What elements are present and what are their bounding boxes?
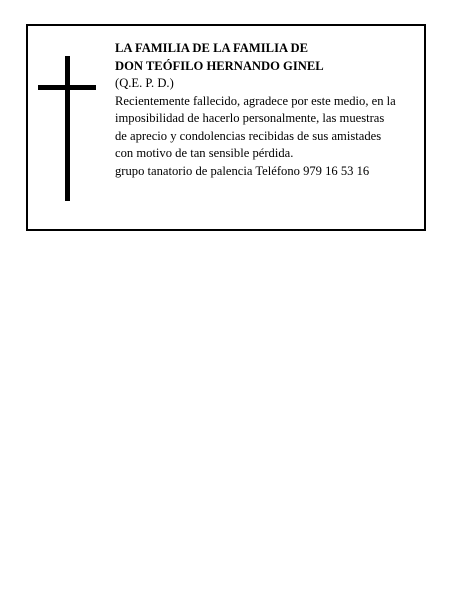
body-line-4: con motivo de tan sensible pérdida.: [115, 146, 294, 160]
cross-horizontal-bar: [38, 85, 96, 90]
funeral-home-contact: grupo tanatorio de palencia Teléfono 979 16 53 16: [115, 163, 370, 178]
heading-line-1: LA FAMILIA DE LA FAMILIA DE: [115, 41, 309, 55]
body-line-3: de aprecio y condolencias recibidas de sus amistades: [115, 128, 382, 143]
notice-text: [115, 40, 425, 180]
body-line-2: imposibilidad de hacerlo personalmente, las muestras: [115, 111, 385, 125]
cross-vertical-bar: [65, 56, 70, 201]
obituary-notice: [26, 24, 426, 231]
deceased-name: DON TEÓFILO HERNANDO GINEL: [115, 58, 324, 73]
qepd-label: (Q.E. P. D.): [115, 76, 174, 90]
cross-icon: [38, 56, 98, 201]
body-line-1: Recientemente fallecido, agradece por este medio, en la: [115, 93, 396, 108]
